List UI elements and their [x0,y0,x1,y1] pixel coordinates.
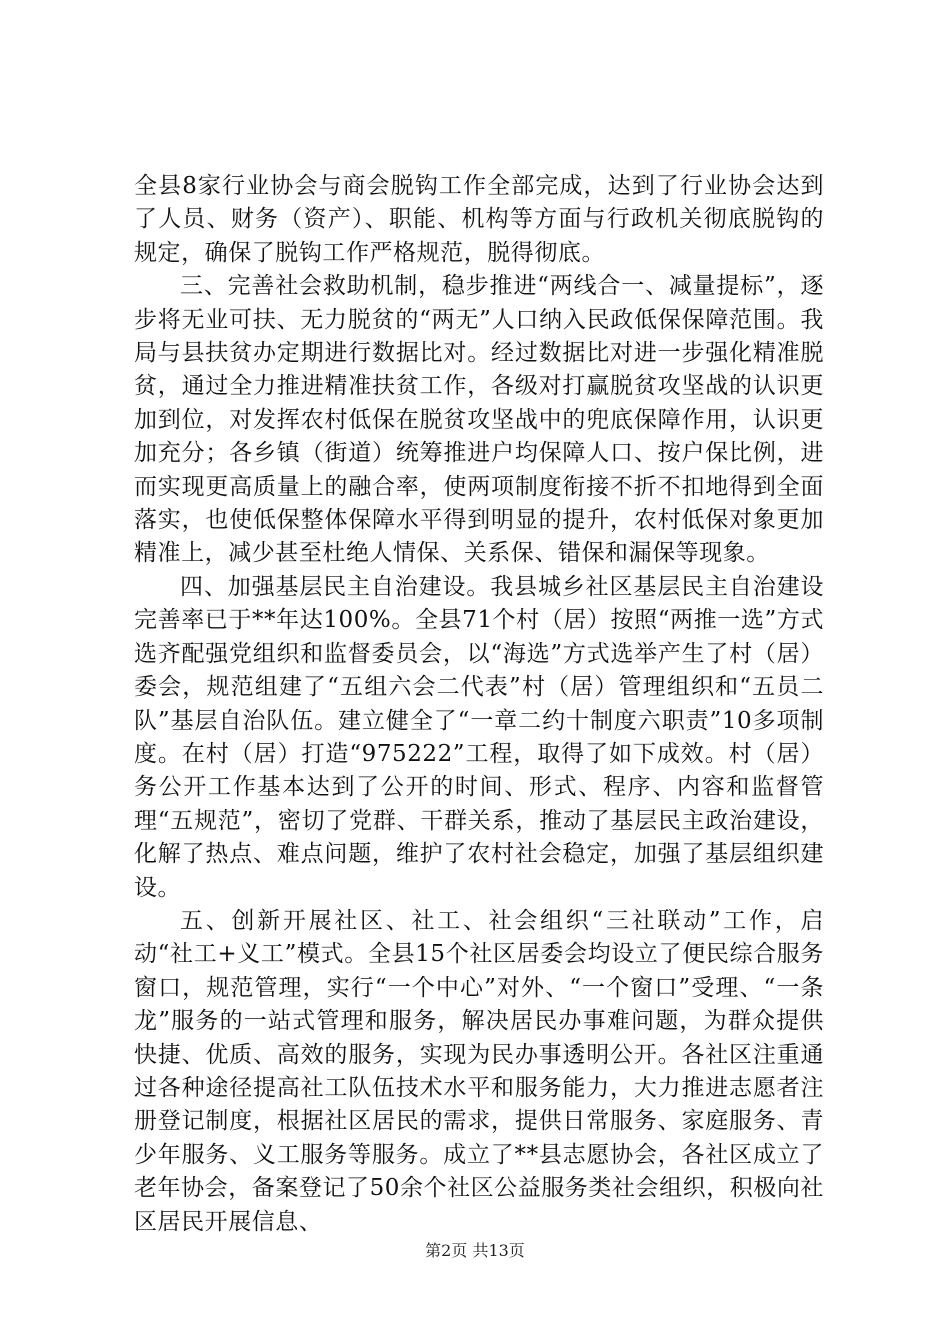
paragraph-continuation: 全县8家行业协会与商会脱钩工作全部完成，达到了行业协会达到了人员、财务（资产）、职能、机构等方面与行政机关彻底脱钩的规定，确保了脱钩工作严格规范，脱得彻底。 [134,173,824,266]
paragraph-section-4: 四、加强基层民主自治建设。我县城乡社区基层民主自治建设完善率已于**年达100%。全县71个村（居）按照“两推一选”方式选齐配强党组织和监督委员会，以“海选”方式选举产生了村（居）委会，规范组建了“五组六会二代表”村（居）管理组织和“五员二队”基层自治队伍。建立健全了“一章二约十制度六职责”10多项制度。在村（居）打造“975222”工程，取得了如下成效。村（居）务公开工作基本达到了公开的时间、形式、程序、内容和监督管理“五规范”，密切了党群、干群关系，推动了基层民主政治建设，化解了热点、难点问题，维护了农村社会稳定，加强了基层组织建设。 [134,573,824,901]
paragraph-section-5: 五、创新开展社区、社工、社会组织“三社联动”工作，启动“社工+义工”模式。全县15个社区居委会均设立了便民综合服务窗口，规范管理，实行“一个中心”对外、“一个窗口”受理、“一条龙”服务的一站式管理和服务，解决居民办事难问题，为群众提供快捷、优质、高效的服务，实现为民办事透明公开。各社区注重通过各种途径提高社工队伍技术水平和服务能力，大力推进志愿者注册登记制度，根据社区居民的需求，提供日常服务、家庭服务、青少年服务、义工服务等服务。成立了**县志愿协会，各社区成立了老年协会，备案登记了50余个社区公益服务类社会组织，积极向社区居民开展信息、 [134,907,824,1235]
document-body [134,170,824,1239]
paragraph-section-3: 三、完善社会救助机制，稳步推进“两线合一、减量提标”，逐步将无业可扶、无力脱贫的“两无”人口纳入民政低保保障范围。我局与县扶贫办定期进行数据比对。经过数据比对进一步强化精准脱贫，通过全力推进精准扶贫工作，各级对打赢脱贫攻坚战的认识更加到位，对发挥农村低保在脱贫攻坚战中的兜底保障作用，认识更加充分；各乡镇（街道）统筹推进户均保障人口、按户保比例，进而实现更高质量上的融合率，使两项制度衔接不折不扣地得到全面落实，也使低保整体保障水平得到明显的提升，农村低保对象更加精准上，减少甚至杜绝人情保、关系保、错保和漏保等现象。 [134,273,824,567]
page-number-footer: 第2页 共13页 [425,1241,525,1260]
